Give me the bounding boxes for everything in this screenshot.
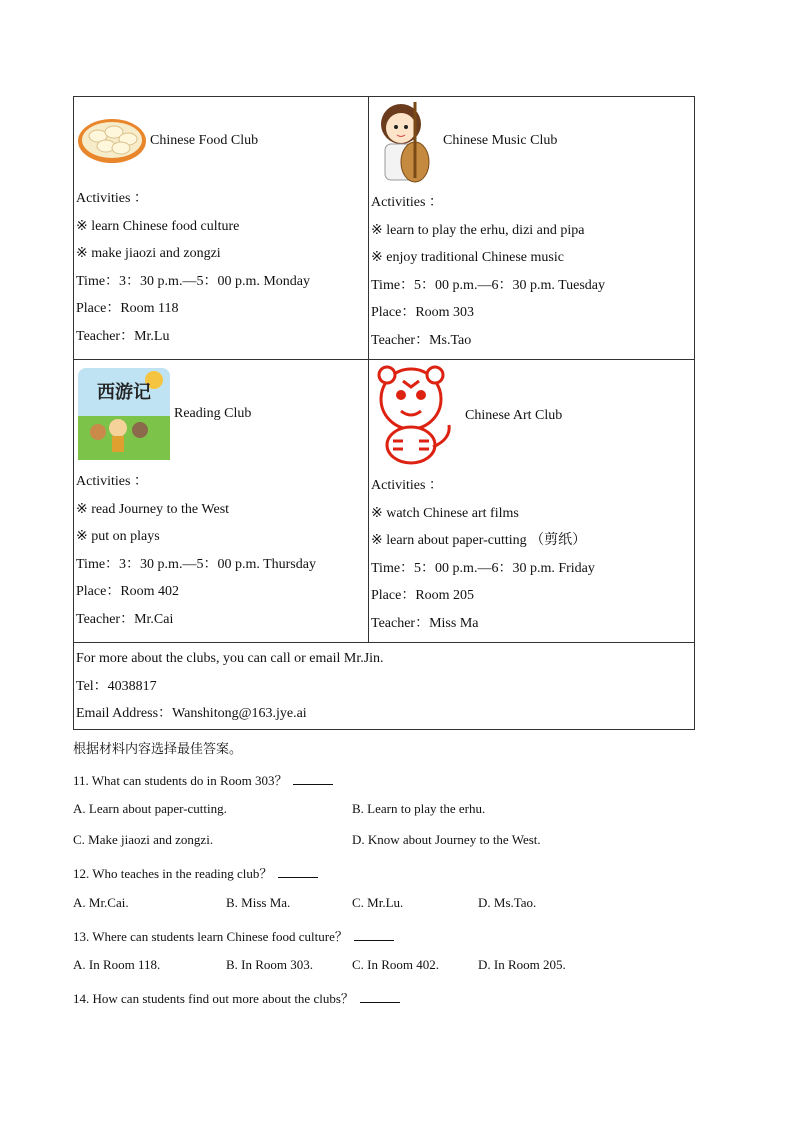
question-13: [73, 926, 394, 945]
question-14-text: 14. How can students find out more about the clubs？: [73, 991, 354, 1006]
reading-time: Time：3：30 p.m.—5：00 p.m. Thursday: [76, 556, 316, 572]
reading-place: Place：Room 402: [76, 584, 180, 600]
q13-option-c[interactable]: C. In Room 402.: [352, 957, 440, 972]
art-time: Time：5：00 p.m.—6：30 p.m. Friday: [371, 560, 595, 576]
music-activity-1: ※ learn to play the erhu, dizi and pipa: [371, 222, 585, 238]
q12-option-b[interactable]: B. Miss Ma.: [226, 895, 291, 910]
journey-to-the-west-icon: [76, 366, 172, 462]
art-club-cell: [369, 360, 695, 643]
q12-option-a[interactable]: A. Mr.Cai.: [73, 895, 129, 910]
instruction: 根据材料内容选择最佳答案。: [73, 742, 243, 757]
food-activity-1: ※ learn Chinese food culture: [76, 218, 240, 234]
art-teacher: Teacher：Miss Ma: [371, 615, 479, 631]
clubs-table: [73, 96, 695, 730]
q11-option-d[interactable]: D. Know about Journey to the West.: [352, 832, 541, 847]
answer-blank[interactable]: [354, 928, 394, 941]
food-activities-label: Activities ：: [76, 191, 148, 206]
question-13-text: 13. Where can students learn Chinese food culture？: [73, 929, 348, 944]
music-club-title: Chinese Music Club: [443, 133, 558, 148]
q13-option-b[interactable]: B. In Room 303.: [226, 957, 314, 972]
reading-activity-1: ※ read Journey to the West: [76, 501, 230, 517]
food-club-cell: [74, 97, 369, 360]
music-teacher: Teacher：Ms.Tao: [371, 332, 472, 348]
reading-teacher: Teacher：Mr.Cai: [76, 611, 174, 627]
contact-tel: Tel：4038817: [76, 678, 157, 694]
question-11-text: 11. What can students do in Room 303？: [73, 773, 288, 788]
art-activities-label: Activities ：: [371, 478, 443, 493]
answer-blank[interactable]: [360, 990, 400, 1003]
question-14: [73, 988, 400, 1007]
answer-blank[interactable]: [278, 865, 318, 878]
reading-club-cell: [74, 360, 369, 643]
pipa-girl-icon: [371, 98, 441, 184]
icon-title-text: 西游记: [97, 382, 151, 403]
art-club-title: Chinese Art Club: [465, 408, 563, 423]
music-activities-label: Activities ：: [371, 195, 443, 210]
q13-option-a[interactable]: A. In Room 118.: [73, 957, 161, 972]
food-place: Place：Room 118: [76, 301, 179, 317]
art-place: Place：Room 205: [371, 588, 475, 604]
question-11: [73, 770, 333, 789]
dumplings-icon: [76, 116, 148, 166]
music-club-cell: [369, 97, 695, 360]
music-activity-2: ※ enjoy traditional Chinese music: [371, 250, 564, 266]
question-12: [73, 863, 318, 882]
reading-activities-label: Activities ：: [76, 474, 148, 489]
q12-option-d[interactable]: D. Ms.Tao.: [478, 895, 537, 910]
q11-option-b[interactable]: B. Learn to play the erhu.: [352, 801, 486, 816]
paper-cut-tiger-icon: [371, 363, 459, 469]
art-activity-2: ※ learn about paper-cutting （剪纸）: [371, 533, 587, 549]
q13-option-d[interactable]: D. In Room 205.: [478, 957, 566, 972]
q12-option-c[interactable]: C. Mr.Lu.: [352, 895, 404, 910]
food-club-title: Chinese Food Club: [150, 133, 259, 148]
music-place: Place：Room 303: [371, 305, 475, 321]
food-teacher: Teacher：Mr.Lu: [76, 328, 170, 344]
contact-email: Email Address：Wanshitong@163.jye.ai: [76, 706, 307, 722]
reading-activity-2: ※ put on plays: [76, 529, 160, 545]
q11-option-a[interactable]: A. Learn about paper-cutting.: [73, 801, 227, 816]
food-time: Time：3：30 p.m.—5：00 p.m. Monday: [76, 273, 310, 289]
reading-club-title: Reading Club: [174, 406, 252, 421]
contact-more: For more about the clubs, you can call or email Mr.Jin.: [76, 651, 384, 666]
contact-cell: [74, 643, 695, 730]
q11-option-c[interactable]: C. Make jiaozi and zongzi.: [73, 832, 214, 847]
question-12-text: 12. Who teaches in the reading club？: [73, 866, 273, 881]
art-activity-1: ※ watch Chinese art films: [371, 505, 519, 521]
music-time: Time：5：00 p.m.—6：30 p.m. Tuesday: [371, 277, 606, 293]
food-activity-2: ※ make jiaozi and zongzi: [76, 246, 221, 262]
answer-blank[interactable]: [293, 772, 333, 785]
